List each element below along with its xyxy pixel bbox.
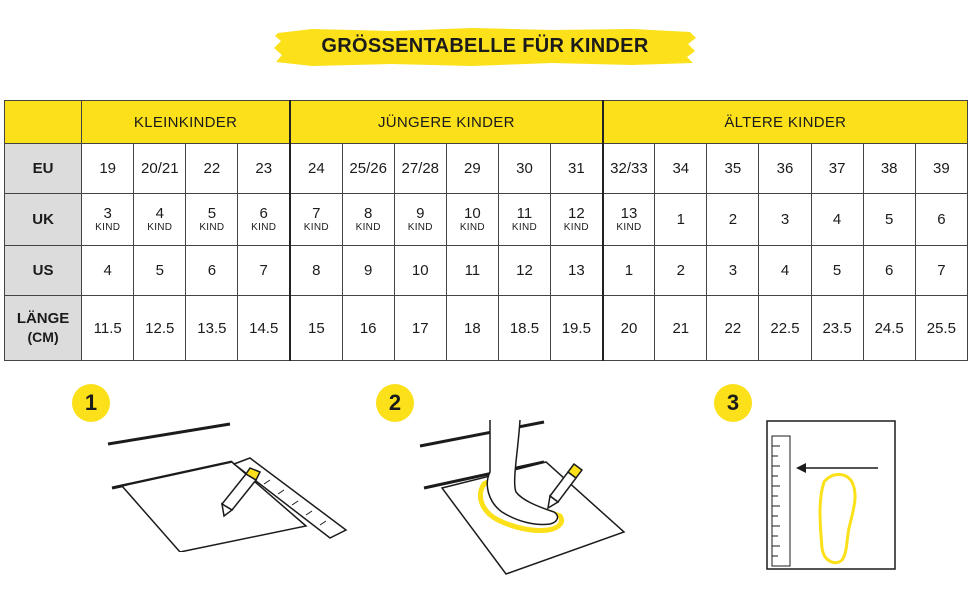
- us-row: [5, 246, 968, 296]
- title-banner: [272, 24, 698, 68]
- uk-kind-label: KIND: [199, 221, 225, 233]
- foot-outline-ruler-illustration: [766, 420, 898, 572]
- group-header-corner: [5, 101, 82, 144]
- eu-size-cell: 27/28: [394, 144, 446, 194]
- us-size-cell: 7: [238, 246, 290, 296]
- uk-size-cell: [551, 194, 603, 246]
- eu-size-cell: 35: [707, 144, 759, 194]
- length-cm-cell: 20: [603, 296, 655, 361]
- length-cm-cell: 11.5: [82, 296, 134, 361]
- length-row-label: [5, 296, 82, 361]
- us-size-cell: 2: [655, 246, 707, 296]
- group-kleinkinder: KLEINKINDER: [82, 101, 290, 144]
- length-cm-cell: 13.5: [186, 296, 238, 361]
- uk-size-value: 3: [780, 210, 790, 228]
- eu-size-cell: 25/26: [342, 144, 394, 194]
- length-cm-cell: 16: [342, 296, 394, 361]
- eu-size-cell: 36: [759, 144, 811, 194]
- paper-ruler-pencil-illustration: [100, 412, 360, 552]
- length-cm-cell: 25.5: [915, 296, 967, 361]
- us-size-cell: 13: [551, 246, 603, 296]
- foot-on-paper-illustration: [418, 412, 638, 582]
- uk-size-value: 7: [312, 204, 321, 222]
- us-size-cell: 4: [759, 246, 811, 296]
- group-header-row: [5, 101, 968, 144]
- uk-size-value: 12: [567, 204, 585, 222]
- uk-size-value: 5: [207, 204, 217, 222]
- uk-size-cell: [759, 194, 811, 246]
- eu-size-cell: 38: [863, 144, 915, 194]
- uk-size-cell: [811, 194, 863, 246]
- length-cm-cell: 21: [655, 296, 707, 361]
- length-cm-cell: 22: [707, 296, 759, 361]
- step-2-badge: 2: [376, 384, 414, 422]
- length-cm-cell: 23.5: [811, 296, 863, 361]
- us-size-cell: 6: [863, 246, 915, 296]
- uk-size-value: 4: [155, 204, 164, 222]
- length-cm-cell: 19.5: [551, 296, 603, 361]
- uk-size-cell: [707, 194, 759, 246]
- length-row: [5, 296, 968, 361]
- us-size-cell: 7: [915, 246, 967, 296]
- size-chart-table: [4, 100, 968, 361]
- uk-size-cell: [134, 194, 186, 246]
- uk-kind-label: KIND: [459, 221, 485, 233]
- uk-row: [5, 194, 968, 246]
- us-size-cell: 1: [603, 246, 655, 296]
- uk-kind-label: KIND: [563, 221, 589, 233]
- uk-size-value: 3: [103, 204, 112, 222]
- page-title: GRÖSSENTABELLE FÜR KINDER: [321, 34, 649, 57]
- uk-kind-label: KIND: [511, 221, 537, 233]
- uk-size-cell: [82, 194, 134, 246]
- uk-size-cell: [863, 194, 915, 246]
- us-size-cell: 3: [707, 246, 759, 296]
- length-cm-cell: 18: [446, 296, 498, 361]
- us-size-cell: 11: [446, 246, 498, 296]
- uk-kind-label: KIND: [95, 221, 121, 233]
- uk-size-cell: [238, 194, 290, 246]
- eu-size-cell: 23: [238, 144, 290, 194]
- us-size-cell: 10: [394, 246, 446, 296]
- length-label: LÄNGE: [16, 310, 70, 327]
- length-cm-cell: 24.5: [863, 296, 915, 361]
- uk-kind-label: KIND: [303, 221, 329, 233]
- uk-size-cell: [603, 194, 655, 246]
- uk-size-cell: [655, 194, 707, 246]
- group-aeltere-kinder: ÄLTERE KINDER: [603, 101, 968, 144]
- length-cm-cell: 17: [394, 296, 446, 361]
- uk-size-value: 2: [728, 210, 738, 228]
- us-size-cell: 9: [342, 246, 394, 296]
- uk-size-value: 1: [676, 210, 685, 228]
- eu-size-cell: 20/21: [134, 144, 186, 194]
- us-size-cell: 5: [811, 246, 863, 296]
- eu-size-cell: 24: [290, 144, 342, 194]
- eu-size-cell: 31: [551, 144, 603, 194]
- length-cm-cell: 12.5: [134, 296, 186, 361]
- uk-size-value: 8: [364, 204, 373, 222]
- eu-size-cell: 37: [811, 144, 863, 194]
- us-size-cell: 6: [186, 246, 238, 296]
- group-juengere-kinder: JÜNGERE KINDER: [290, 101, 603, 144]
- uk-size-cell: [915, 194, 967, 246]
- us-size-cell: 12: [498, 246, 550, 296]
- us-row-label: US: [5, 246, 82, 296]
- eu-size-cell: 19: [82, 144, 134, 194]
- us-size-cell: 8: [290, 246, 342, 296]
- uk-kind-label: KIND: [147, 221, 173, 233]
- eu-size-cell: 39: [915, 144, 967, 194]
- uk-size-cell: [290, 194, 342, 246]
- uk-size-value: 9: [416, 204, 425, 222]
- uk-kind-label: KIND: [355, 221, 381, 233]
- eu-size-cell: 29: [446, 144, 498, 194]
- eu-row: [5, 144, 968, 194]
- uk-size-value: 6: [937, 210, 946, 228]
- uk-kind-label: KIND: [616, 221, 642, 233]
- step-1-badge: 1: [72, 384, 110, 422]
- length-cm-cell: 14.5: [238, 296, 290, 361]
- eu-size-cell: 30: [498, 144, 550, 194]
- uk-size-cell: [446, 194, 498, 246]
- uk-size-value: 13: [620, 204, 638, 222]
- uk-size-value: 5: [885, 210, 894, 228]
- length-cm-cell: 15: [290, 296, 342, 361]
- length-unit-label: (CM): [27, 329, 59, 345]
- step-3-badge: 3: [714, 384, 752, 422]
- eu-row-label: EU: [5, 144, 82, 194]
- uk-size-cell: [186, 194, 238, 246]
- length-cm-cell: 18.5: [498, 296, 550, 361]
- us-size-cell: 4: [82, 246, 134, 296]
- uk-size-value: 6: [259, 204, 268, 222]
- uk-size-value: 11: [516, 204, 533, 222]
- eu-size-cell: 32/33: [603, 144, 655, 194]
- eu-size-cell: 22: [186, 144, 238, 194]
- uk-size-value: 10: [464, 204, 481, 222]
- uk-kind-label: KIND: [251, 221, 277, 233]
- uk-kind-label: KIND: [407, 221, 433, 233]
- uk-size-value: 4: [832, 210, 842, 228]
- us-size-cell: 5: [134, 246, 186, 296]
- uk-size-cell: [498, 194, 550, 246]
- uk-row-label: UK: [5, 194, 82, 246]
- length-cm-cell: 22.5: [759, 296, 811, 361]
- uk-size-cell: [342, 194, 394, 246]
- eu-size-cell: 34: [655, 144, 707, 194]
- uk-size-cell: [394, 194, 446, 246]
